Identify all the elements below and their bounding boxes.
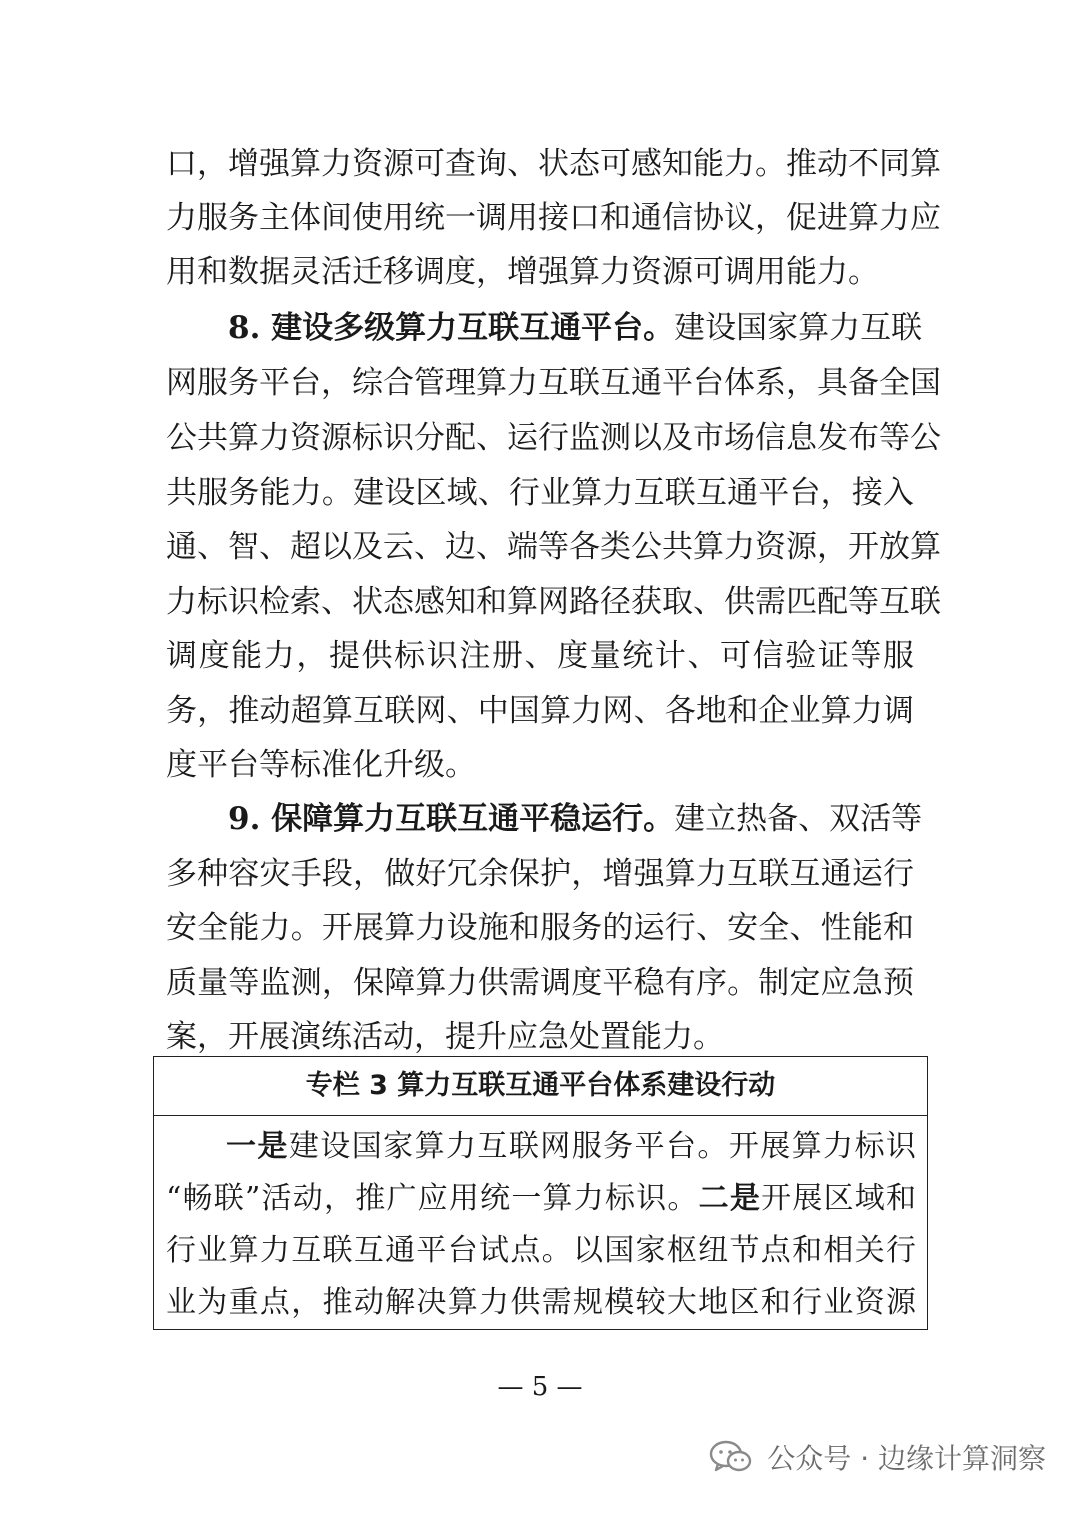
- text-span: 建设国家算力互联网服务平台。开展算力标识: [288, 1129, 917, 1164]
- text-line: 务，推动超算互联网、中国算力网、各地和企业算力调: [166, 693, 914, 729]
- box-bold-marker: 二是: [698, 1181, 762, 1216]
- text-line: 用和数据灵活迁移调度，增强算力资源可调用能力。: [166, 254, 879, 290]
- watermark: [709, 1433, 1046, 1481]
- text-line: 多种容灾手段，做好冗余保护，增强算力互联互通运行: [166, 856, 914, 892]
- column-box-title: 专栏 3 算力互联互通平台体系建设行动: [154, 1057, 927, 1116]
- text-line: 调度能力，提供标识注册、度量统计、可信验证等服: [166, 638, 914, 674]
- watermark-text: 公众号 · 边缘计算洞察: [767, 1442, 1046, 1475]
- text-line: 质量等监测，保障算力供需调度平稳有序。制定应急预: [166, 965, 914, 1001]
- text-line: 安全能力。开展算力设施和服务的运行、安全、性能和: [166, 910, 914, 946]
- text-line: 公共算力资源标识分配、运行监测以及市场信息发布等公: [166, 420, 941, 456]
- box-line: 业为重点，推动解决算力供需规模较大地区和行业资源: [166, 1285, 916, 1320]
- box-line: [226, 1121, 916, 1173]
- text-line: 通、智、超以及云、边、端等各类公共算力资源，开放算: [166, 529, 941, 565]
- paragraph-9-heading: 9. 保障算力互联互通平稳运行。: [228, 801, 675, 837]
- wechat-icon: [709, 1439, 753, 1475]
- box-line: [166, 1173, 916, 1225]
- page-number: — 5 —: [497, 1372, 583, 1402]
- paragraph-8-heading: 8. 建设多级算力互联互通平台。: [228, 310, 675, 346]
- column-box: [153, 1056, 928, 1330]
- text-span: 建立热备、双活等: [674, 801, 923, 837]
- box-line: 行业算力互联互通平台试点。以国家枢纽节点和相关行: [166, 1233, 916, 1268]
- text-line: 力服务主体间使用统一调用接口和通信协议，促进算力应: [166, 200, 941, 236]
- paragraph-9-first-line: [228, 791, 923, 847]
- text-span: 开展区域和: [761, 1181, 917, 1216]
- text-line: 案，开展演练活动，提升应急处置能力。: [166, 1019, 724, 1055]
- text-line: 网服务平台，综合管理算力互联互通平台体系，具备全国: [166, 365, 941, 401]
- text-span: 建设国家算力互联: [674, 310, 923, 346]
- text-span: “畅联”活动，推广应用统一算力标识。: [166, 1181, 699, 1216]
- text-line: 共服务能力。建设区域、行业算力互联互通平台，接入: [166, 475, 914, 511]
- paragraph-8-first-line: [228, 300, 923, 356]
- text-line: 力标识检索、状态感知和算网路径获取、供需匹配等互联: [166, 584, 941, 620]
- text-line: 口，增强算力资源可查询、状态可感知能力。推动不同算: [166, 146, 941, 182]
- box-bold-marker: 一是: [226, 1129, 289, 1164]
- text-line: 度平台等标准化升级。: [166, 747, 476, 783]
